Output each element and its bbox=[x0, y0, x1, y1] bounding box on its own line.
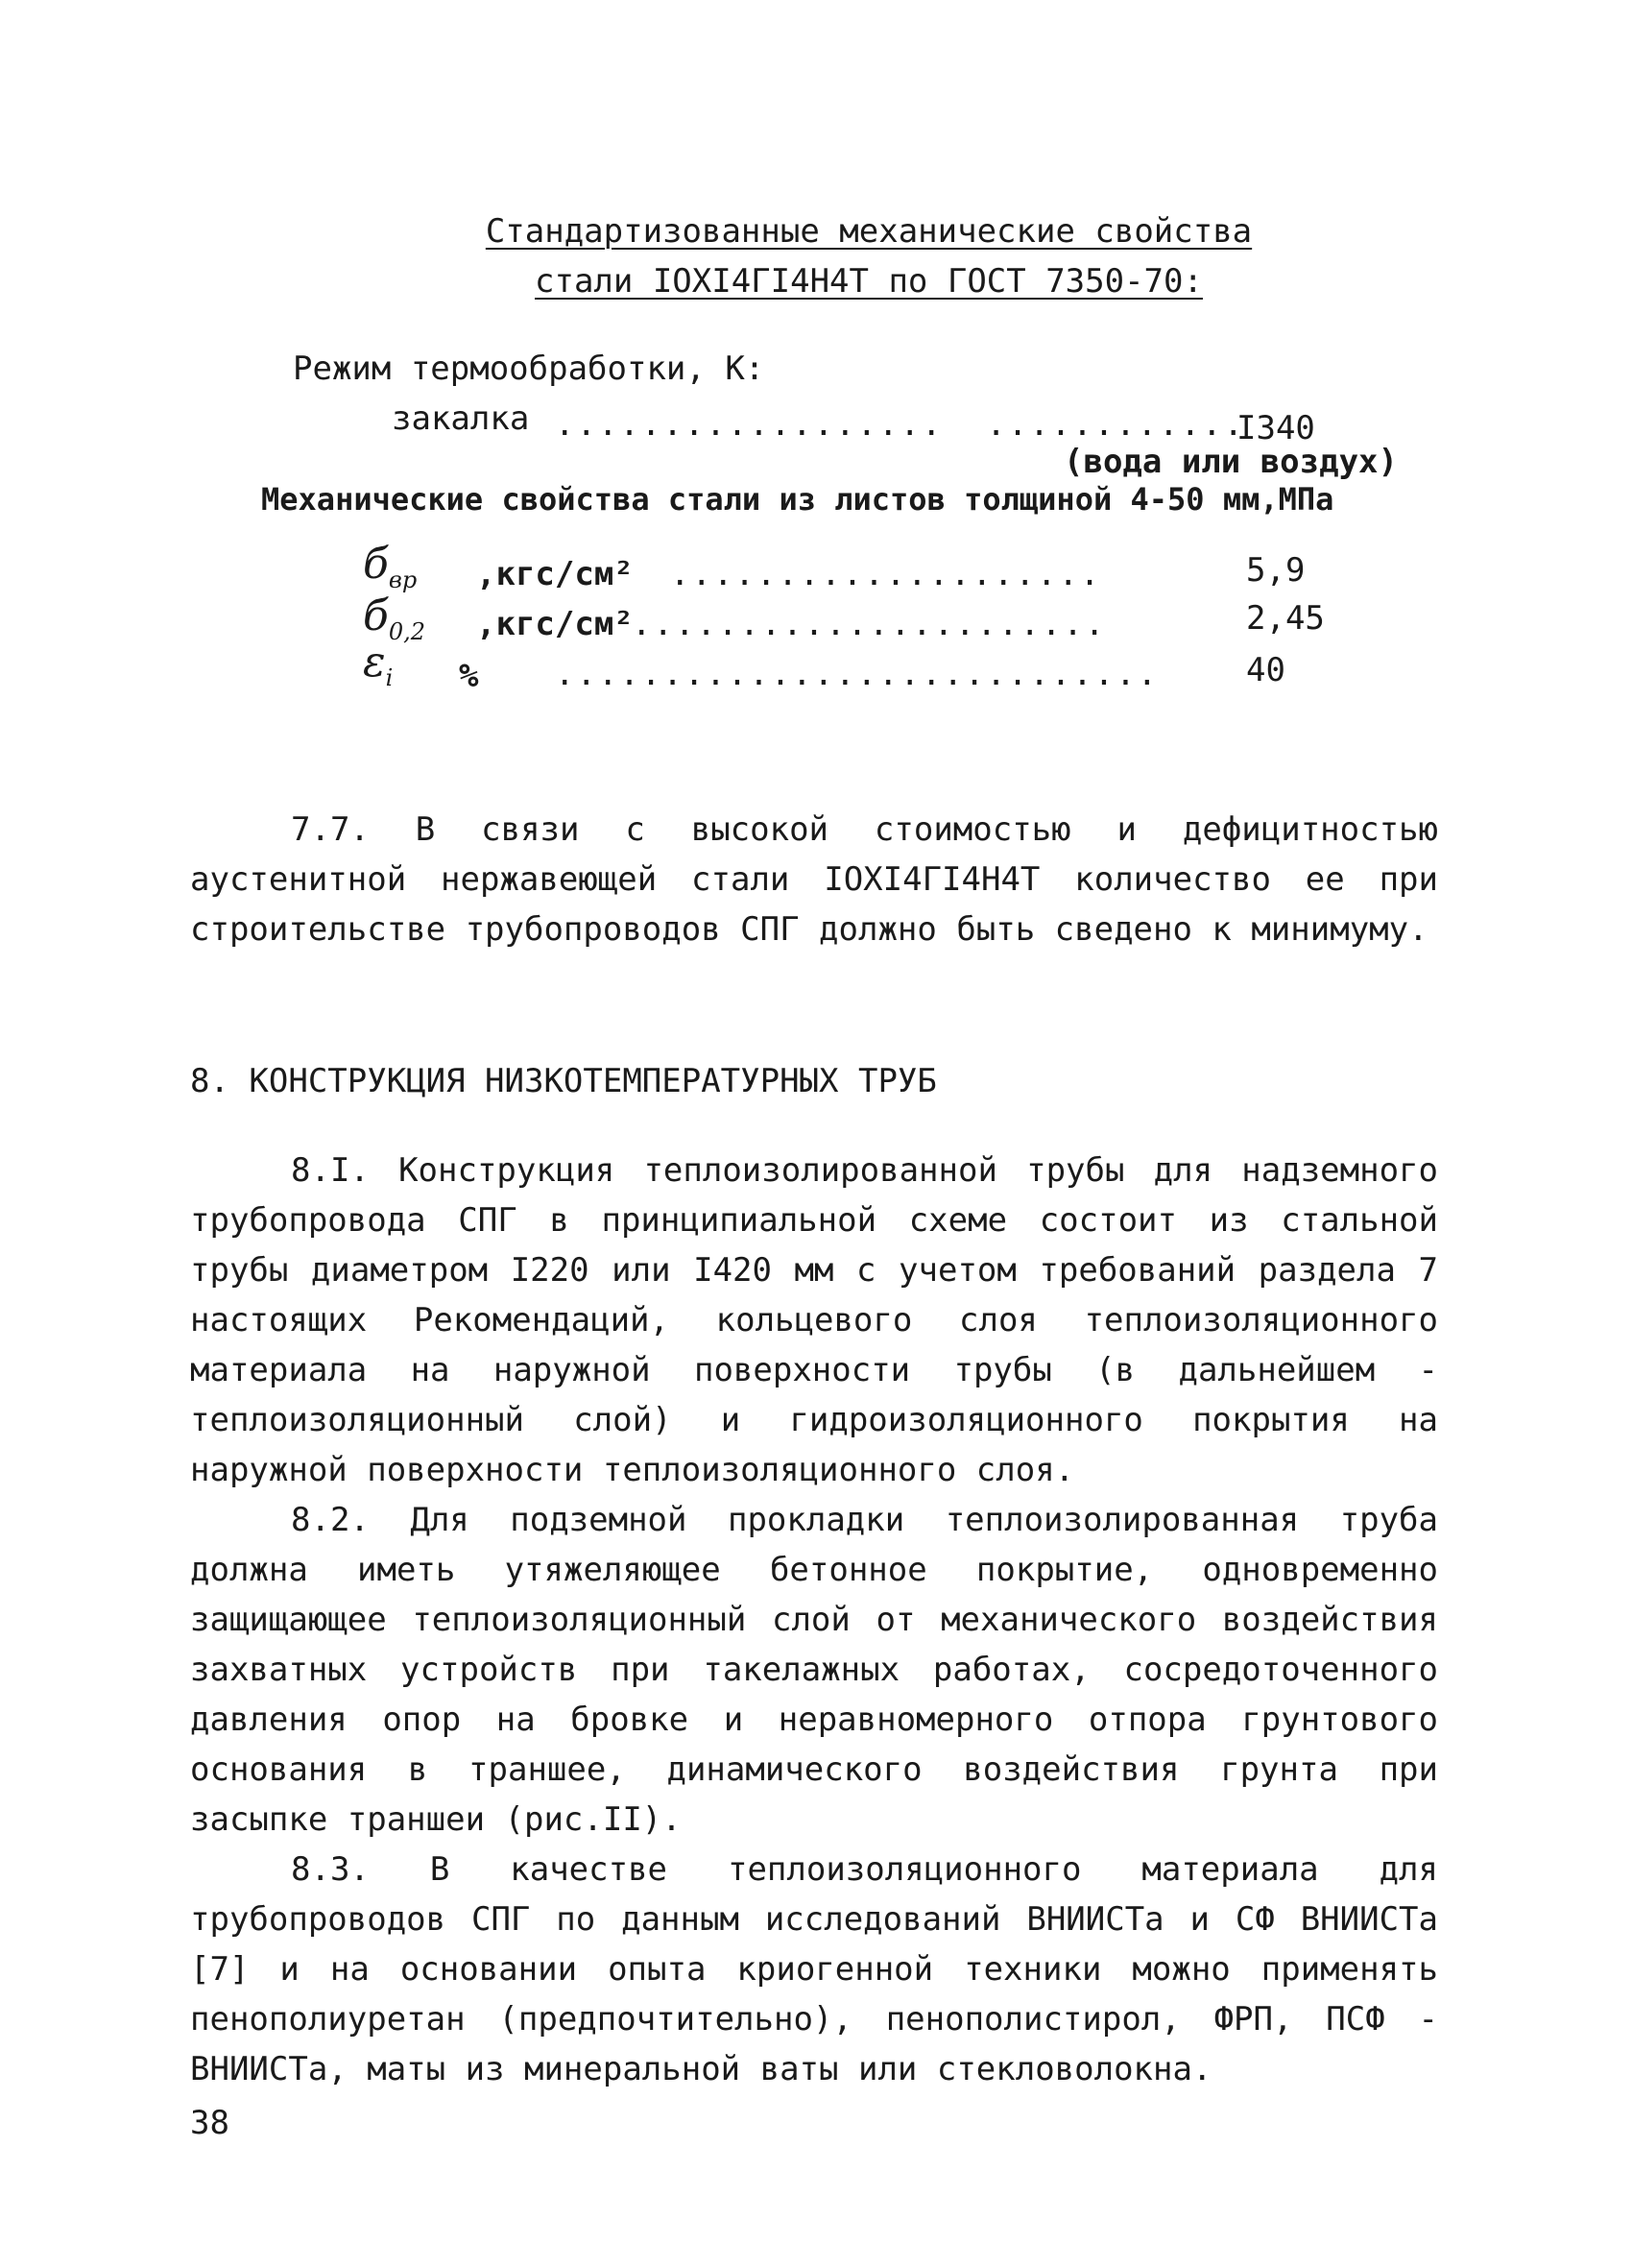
heat-treatment-label: Режим термообработки, К: bbox=[293, 350, 765, 388]
property-dots: ...................... bbox=[632, 605, 1107, 643]
title-line-2: стали IOXI4ГI4H4T по ГОСТ 7350-70: bbox=[535, 262, 1203, 301]
paragraph-8-3: 8.3. В качестве теплоизоляционного материала для трубопроводов СПГ по данным исследований ВНИИСТа и СФ ВНИИСТа [7] и на основании опыта криогенной техники можно применять пенополиуретан (предпочтительно), пенополистирол, ФРП, ПСФ - ВНИИСТа, маты из минеральной ваты или стекловолокна. bbox=[190, 1850, 1438, 2088]
quench-label: закалка bbox=[392, 399, 530, 438]
property-value: 40 bbox=[1246, 651, 1285, 689]
sigma-symbol: $б_{вр}$ bbox=[363, 540, 418, 593]
property-value: 2,45 bbox=[1246, 599, 1325, 638]
epsilon-symbol: $\varepsilon_i$ bbox=[363, 638, 394, 691]
mech-props-heading: Механические свойства стали из листов толщиной 4-50 мм,МПа bbox=[261, 481, 1334, 518]
property-unit: % bbox=[459, 657, 479, 695]
property-value: 5,9 bbox=[1246, 551, 1306, 590]
section-8-heading: 8. КОНСТРУКЦИЯ НИЗКОТЕМПЕРАТУРНЫХ ТРУБ bbox=[190, 1062, 937, 1100]
paragraph-7-7: 7.7. В связи с высокой стоимостью и дефицитностью аустенитной нержавеющей стали IOXI4ГI4H4T количество ее при строительстве трубопроводов СПГ должно быть сведено к минимуму. bbox=[190, 810, 1438, 949]
property-row-tensile bbox=[363, 540, 1323, 597]
property-unit: ,кгс/см² bbox=[476, 605, 634, 643]
property-dots: ............................ bbox=[555, 655, 1160, 693]
title-line-1: Стандартизованные механические свойства bbox=[485, 212, 1253, 251]
quench-dots: .................. ............ bbox=[555, 405, 1246, 444]
paragraph-8-1: 8.I. Конструкция теплоизолированной трубы для надземного трубопровода СПГ в принципиальной схеме состоит из стальной трубы диаметром I220 или I420 мм с учетом требований раздела 7 настоящих Рекомендаций, кольцевого слоя теплоизоляционного материала на наружной поверхности трубы (в дальнейшем - теплоизоляционный слой) и гидроизоляционного покрытия на наружной поверхности теплоизоляционного слоя. bbox=[190, 1151, 1438, 1489]
property-dots: .................... bbox=[670, 555, 1102, 593]
quench-value: I340 bbox=[1236, 409, 1315, 447]
page-number: 38 bbox=[190, 2104, 229, 2142]
section-8-body bbox=[190, 1146, 1438, 2094]
property-unit: ,кгс/см² bbox=[476, 555, 634, 593]
paragraph-8-2: 8.2. Для подземной прокладки теплоизолированная труба должна иметь утяжеляющее бетонное покрытие, одновременно защищающее теплоизоляционный слой от механического воздействия захватных устройств при такелажных работах, сосредоточенного давления опор на бровке и неравномерного отпора грунтового основания в траншее, динамического воздействия грунта при засыпке траншеи (рис.II). bbox=[190, 1501, 1438, 1839]
quench-note: (вода или воздух) bbox=[1064, 443, 1398, 481]
sigma-symbol: $б_{0,2}$ bbox=[363, 591, 426, 645]
property-row-elongation bbox=[363, 638, 1323, 705]
